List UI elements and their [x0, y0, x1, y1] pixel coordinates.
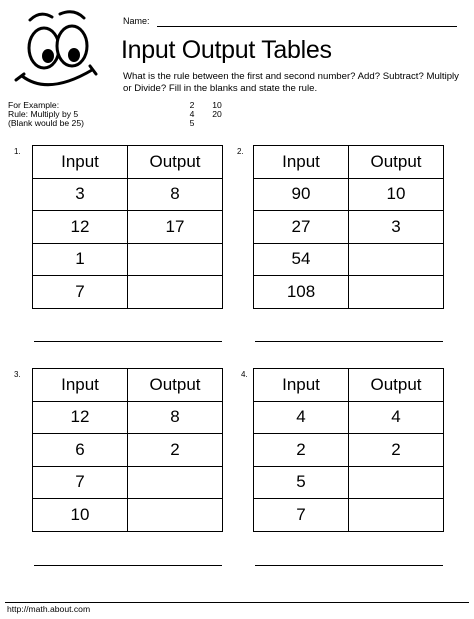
- rule-answer-line[interactable]: [255, 341, 443, 342]
- input-cell: 3: [33, 178, 128, 211]
- input-cell: 1: [33, 243, 128, 276]
- input-cell: 5: [254, 466, 349, 499]
- input-cell: 90: [254, 178, 349, 211]
- input-cell: 54: [254, 243, 349, 276]
- output-cell: 4: [349, 401, 444, 434]
- io-table-3: [32, 368, 223, 532]
- output-cell: 8: [128, 401, 223, 434]
- header-input: Input: [33, 146, 128, 179]
- header-output: Output: [349, 146, 444, 179]
- output-cell-blank[interactable]: [349, 276, 444, 309]
- rule-answer-line[interactable]: [34, 565, 222, 566]
- problem-number: 2.: [237, 147, 244, 156]
- output-cell: 8: [128, 178, 223, 211]
- input-cell: 7: [33, 466, 128, 499]
- example-input: 2: [189, 100, 195, 110]
- input-cell: 10: [33, 499, 128, 532]
- output-cell-blank[interactable]: [128, 276, 223, 309]
- output-cell: 2: [128, 434, 223, 467]
- header-output: Output: [128, 369, 223, 402]
- input-cell: 27: [254, 211, 349, 244]
- example-output: 20: [212, 109, 222, 119]
- example-line: For Example:: [8, 100, 60, 110]
- rule-answer-line[interactable]: [255, 565, 443, 566]
- io-table-4: [253, 368, 444, 532]
- input-cell: 2: [254, 434, 349, 467]
- page-title: Input Output Tables: [121, 36, 332, 64]
- header-output: Output: [349, 369, 444, 402]
- input-cell: 7: [33, 276, 128, 309]
- rule-answer-line[interactable]: [34, 341, 222, 342]
- input-cell: 4: [254, 401, 349, 434]
- example-line: (Blank would be 25): [8, 118, 84, 128]
- output-cell-blank[interactable]: [128, 499, 223, 532]
- example-output: 10: [212, 100, 222, 110]
- name-field-row: [123, 16, 463, 26]
- output-cell-blank[interactable]: [349, 243, 444, 276]
- output-cell-blank[interactable]: [128, 466, 223, 499]
- output-cell: 2: [349, 434, 444, 467]
- header-output: Output: [128, 146, 223, 179]
- input-cell: 12: [33, 401, 128, 434]
- input-cell: 108: [254, 276, 349, 309]
- output-cell-blank[interactable]: [349, 499, 444, 532]
- io-table-1: [32, 145, 223, 309]
- input-cell: 12: [33, 211, 128, 244]
- io-table-2: [253, 145, 444, 309]
- footer-url[interactable]: http://math.about.com: [7, 604, 91, 614]
- output-cell: 17: [128, 211, 223, 244]
- smiley-face-logo: [8, 6, 108, 98]
- problem-number: 3.: [14, 370, 21, 379]
- header-input: Input: [254, 369, 349, 402]
- footer-divider: [5, 602, 469, 603]
- example-input: 4: [189, 109, 195, 119]
- header-input: Input: [254, 146, 349, 179]
- input-cell: 7: [254, 499, 349, 532]
- output-cell-blank[interactable]: [128, 243, 223, 276]
- problem-number: 1.: [14, 147, 21, 156]
- output-cell: 10: [349, 178, 444, 211]
- example-input: 5: [189, 118, 195, 128]
- header-input: Input: [33, 369, 128, 402]
- instructions-text: What is the rule between the first and second number? Add? Subtract? Multiply or Divide? Fill in the blanks and state the rule.: [123, 71, 459, 94]
- example-line: Rule: Multiply by 5: [8, 109, 79, 119]
- output-cell: 3: [349, 211, 444, 244]
- name-label: Name:: [123, 16, 150, 26]
- problem-number: 4.: [241, 370, 248, 379]
- output-cell-blank[interactable]: [349, 466, 444, 499]
- input-cell: 6: [33, 434, 128, 467]
- name-blank-line[interactable]: [157, 26, 457, 27]
